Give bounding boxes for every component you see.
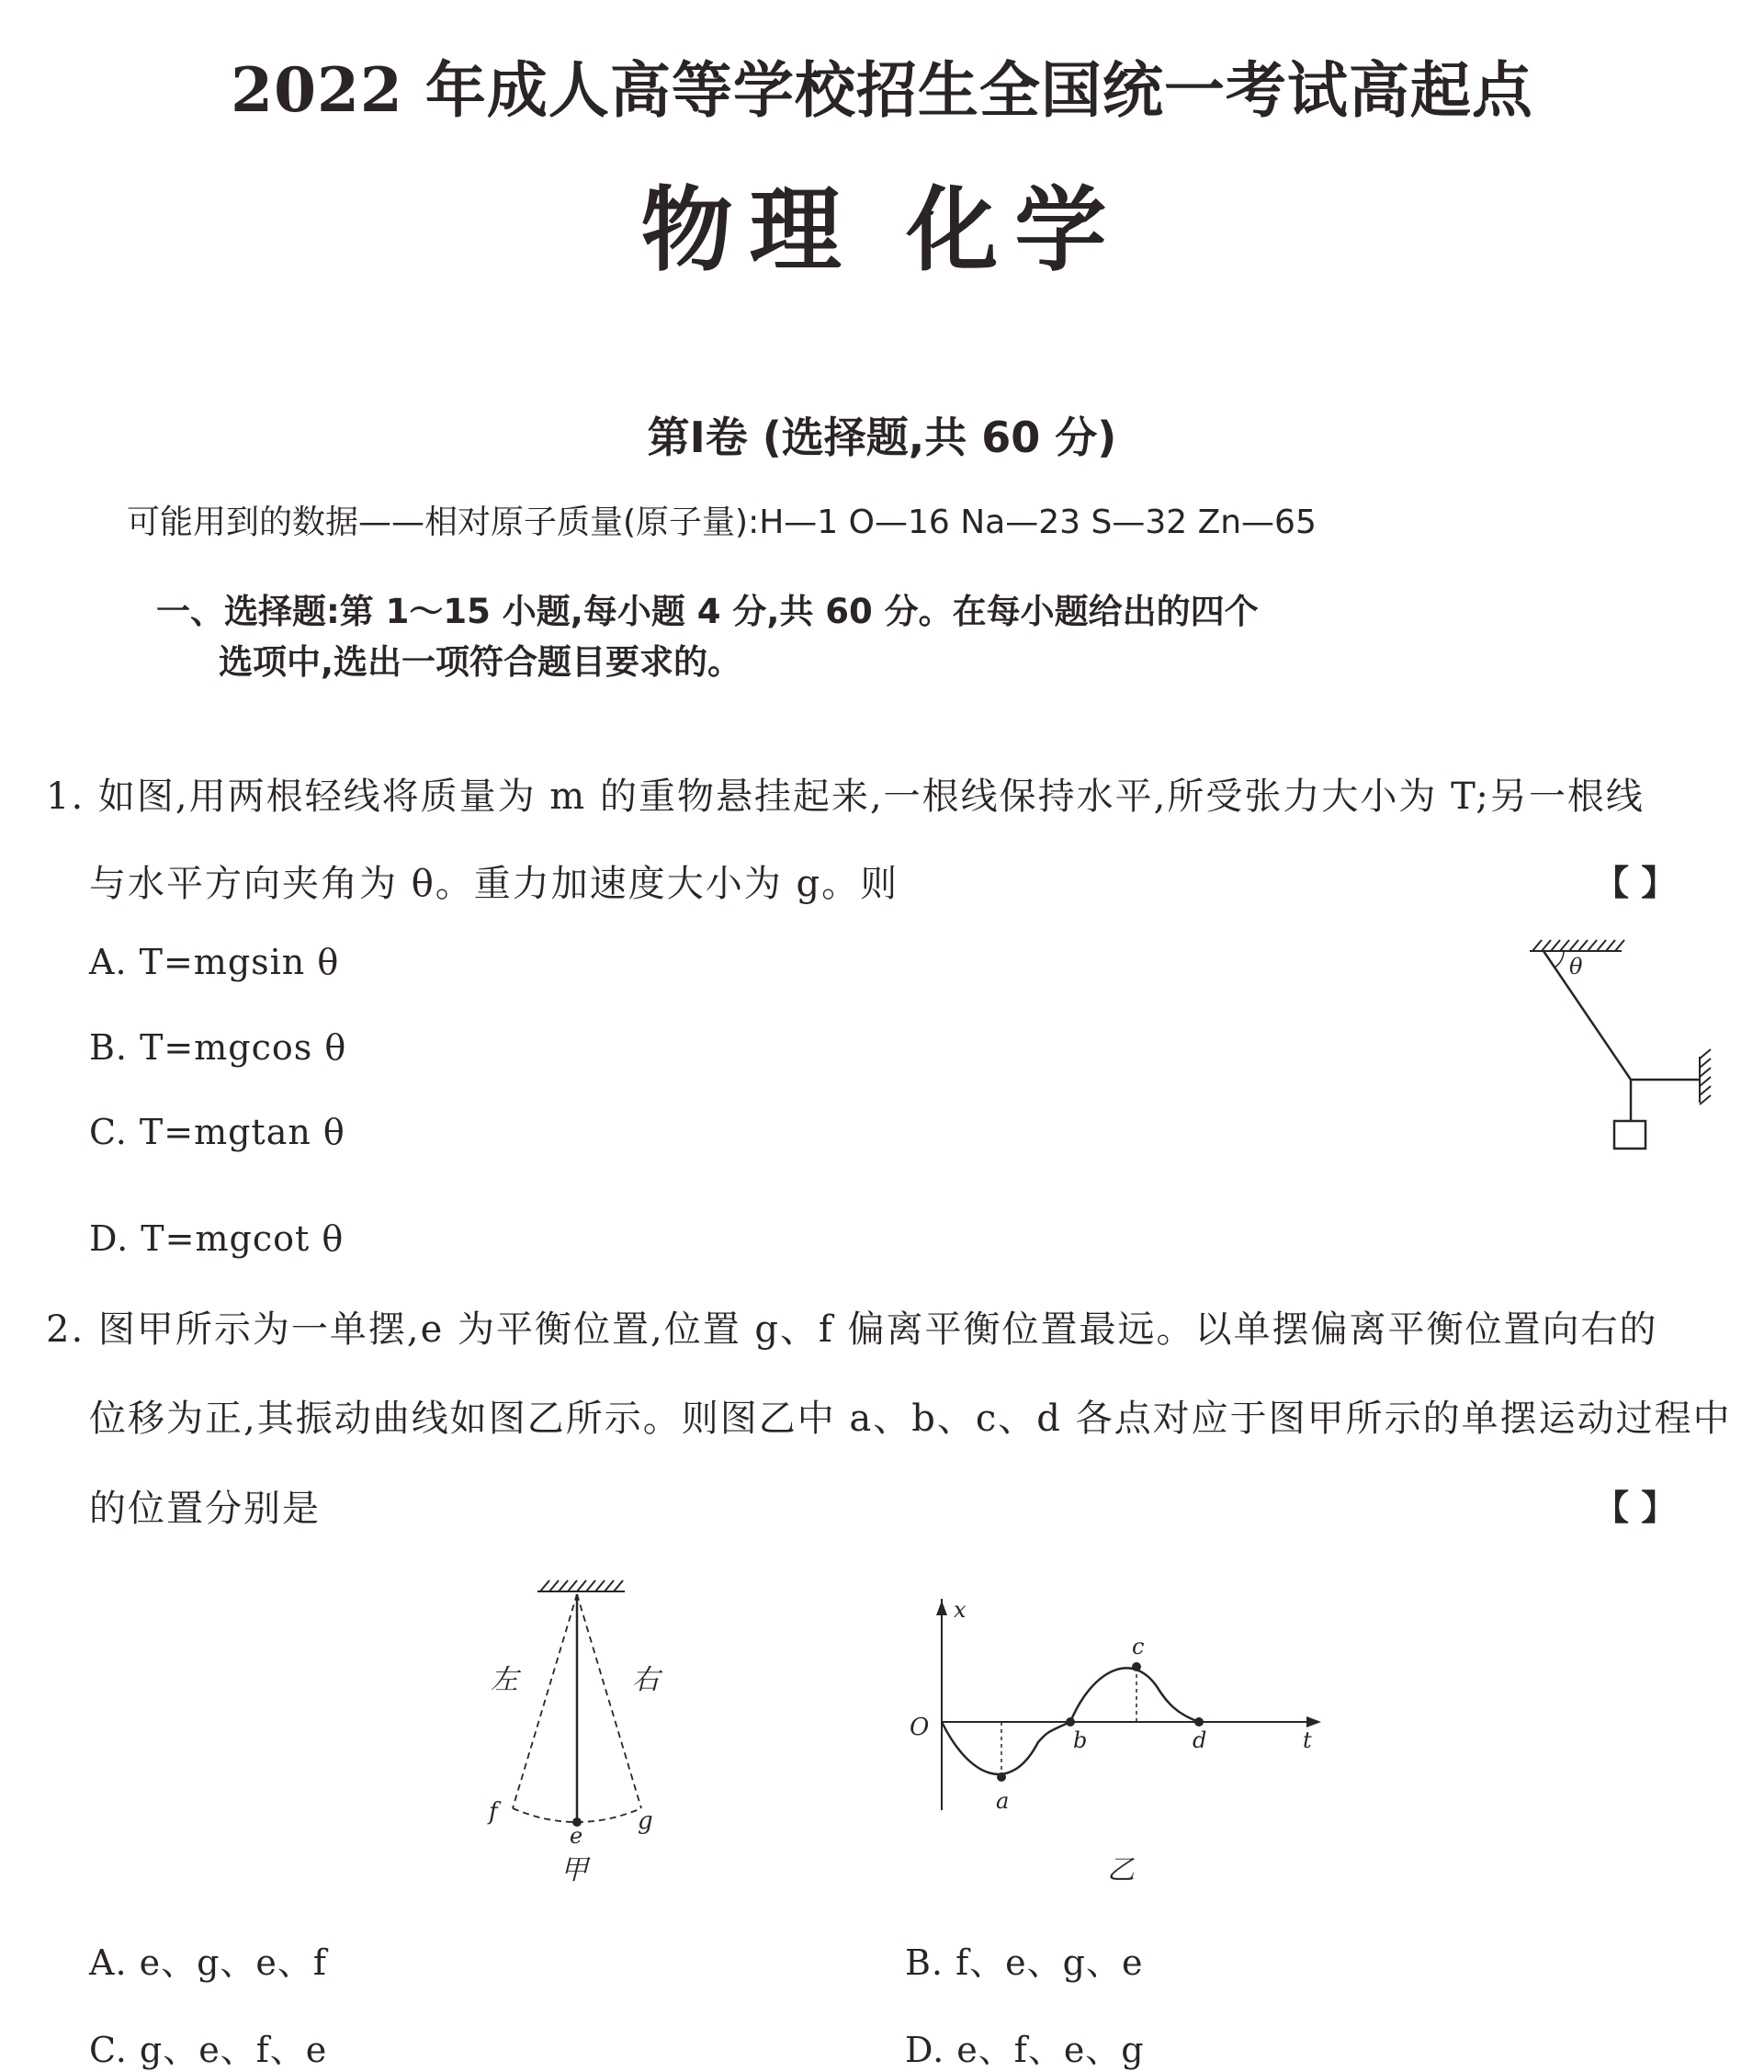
slanted-string: [1544, 951, 1631, 1080]
e-label: e: [570, 1823, 583, 1849]
q1-answer-bracket: 【 】: [1594, 862, 1677, 903]
t-label: t: [1303, 1727, 1312, 1753]
q2-option-b[interactable]: B. f、e、g、e: [905, 1942, 1144, 1983]
right-extreme-string: [577, 1594, 641, 1808]
q2-stem-line2: 位移为正,其振动曲线如图乙所示。则图乙中 a、b、c、d 各点对应于图甲所示的单摆运动过程中: [89, 1398, 1732, 1440]
ceiling-hatch: [537, 1580, 625, 1591]
t-axis-arrow: [1306, 1716, 1321, 1727]
x-label: x: [954, 1599, 967, 1623]
q2-option-a[interactable]: A. e、g、e、f: [89, 1942, 327, 1983]
point-a: [997, 1772, 1006, 1782]
pendulum-figure: [478, 1562, 698, 1902]
theta-label: θ: [1569, 954, 1583, 979]
oscillation-graph: [900, 1599, 1341, 1902]
point-d: [1194, 1717, 1204, 1727]
volume-heading: 第Ⅰ卷 (选择题,共 60 分): [647, 413, 1117, 462]
angle-arc: [1555, 951, 1564, 968]
b-label: b: [1073, 1727, 1088, 1753]
ceiling-hatch: [1530, 940, 1624, 951]
q1-option-d[interactable]: D. T=mgcot θ: [89, 1218, 345, 1259]
left-extreme-string: [513, 1594, 577, 1808]
q2-answer-bracket: 【 】: [1594, 1487, 1677, 1528]
point-c: [1132, 1662, 1141, 1671]
right-label: 右: [632, 1664, 660, 1696]
q1-option-c[interactable]: C. T=mgtan θ: [89, 1112, 345, 1152]
q2-option-c[interactable]: C. g、e、f、e: [89, 2030, 328, 2070]
section-instruction-line2: 选项中,选出一项符合题目要求的。: [219, 642, 742, 682]
c-label: c: [1132, 1634, 1145, 1659]
wall-hatch: [1700, 1049, 1711, 1104]
d-label: d: [1193, 1727, 1207, 1753]
left-label: 左: [491, 1664, 518, 1696]
subject-title: 物理 化学: [640, 176, 1124, 284]
origin-label: O: [910, 1714, 930, 1741]
a-label: a: [996, 1788, 1010, 1814]
q1-figure: [1507, 928, 1727, 1158]
f-label: f: [489, 1798, 498, 1826]
y-axis-arrow: [936, 1601, 947, 1615]
q1-option-b[interactable]: B. T=mgcos θ: [89, 1027, 347, 1068]
q1-stem-line1: 1. 如图,用两根轻线将质量为 m 的重物悬挂起来,一根线保持水平,所受张力大小为 T;另一根线: [46, 776, 1645, 818]
section-instruction-line1: 一、选择题:第 1～15 小题,每小题 4 分,共 60 分。在每小题给出的四个: [156, 592, 1259, 631]
atomic-mass-data: 可能用到的数据——相对原子质量(原子量):H—1 O—16 Na—23 S—32 Zn—65: [127, 504, 1317, 541]
q2-option-d[interactable]: D. e、f、e、g: [905, 2030, 1145, 2070]
g-label: g: [638, 1807, 653, 1835]
exam-title: 2022 年成人高等学校招生全国统一考试高起点: [231, 54, 1533, 126]
point-b: [1066, 1717, 1075, 1727]
q2-stem-line1: 2. 图甲所示为一单摆,e 为平衡位置,位置 g、f 偏离平衡位置最远。以单摆偏离平衡位置向右的: [46, 1308, 1658, 1351]
caption-yi: 乙: [1107, 1854, 1135, 1886]
q1-stem-line2: 与水平方向夹角为 θ。重力加速度大小为 g。则: [89, 863, 899, 905]
q1-option-a[interactable]: A. T=mgsin θ: [89, 942, 340, 982]
q2-stem-line3: 的位置分别是: [89, 1488, 321, 1530]
caption-jia: 甲: [560, 1854, 588, 1886]
hanging-block: [1614, 1121, 1645, 1149]
